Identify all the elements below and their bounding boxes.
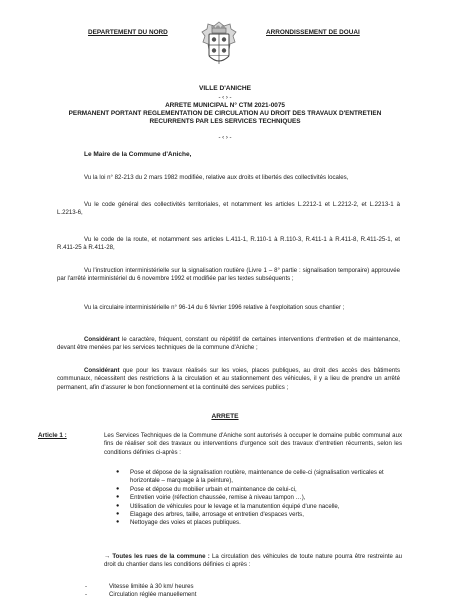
considerant-text: que pour les travaux réalisés sur les voies, places publiques, au droit des accès des bâtiments communaux, nécessitent des restrictions à la circulation et au stationnement des véhicules, il y a lieu de prendre un arrêté permanent, afin d'assurer le bon fonctionnement et la continuité des services publics ; (57, 367, 400, 391)
list-item: ● Pose et dépose du mobilier urbain et maintenance de celui-ci, (116, 486, 402, 494)
mayor-line: Le Maire de la Commune d'Aniche, (84, 151, 192, 158)
all-streets-lead: → Toutes les rues de la commune : (104, 553, 210, 560)
title-separator: - ‹ › - (218, 95, 232, 101)
decree-subtitle: PERMANENT PORTANT REGLEMENTATION DE CIRCULATION AU DROIT DES TRAVAUX D'ENTRETIEN RECURRENTS PAR LES SERVICES TECHNIQUES (68, 110, 382, 126)
considerant-text: le caractère, fréquent, constant ou répétitif de certaines interventions d'entretien et de maintenance, devant être menées par les services techniques de la commune d'Aniche ; (57, 336, 400, 352)
visa-paragraph: Vu la loi n° 82-213 du 2 mars 1982 modifiée, relative aux droits et libertés des collectivités locales, (84, 174, 349, 181)
list-item: - Circulation réglée manuellement (85, 591, 405, 599)
arrondissement-header: ARRONDISSEMENT DE DOUAI (266, 29, 360, 36)
list-item: ● Pose et dépose de la signalisation routière, maintenance de celle-ci (signalisation verticales et horizontale – marquage à la peinture), (116, 469, 402, 486)
visa-paragraph: Vu la circulaire interministérielle n° 96-14 du 6 février 1996 relative à l'exploitation sous chantier ; (84, 304, 345, 311)
considerant-lead: Considérant (84, 367, 120, 374)
visa-paragraph: Vu le code général des collectivités territoriales, et notamment les articles L.2212-1 et L.2212-2, et L.2213-1 à L.2213-6, (57, 201, 400, 217)
traffic-conditions-list (85, 583, 405, 600)
list-item: ● Entretien voirie (réfection chaussée, remise à niveau tampon …), (116, 494, 402, 502)
list-item: ● Nettoyage des voies et places publiques. (116, 519, 402, 527)
all-streets-paragraph (104, 553, 402, 570)
list-item: - Vitesse limitée à 30 km/ heures (85, 583, 405, 591)
decree-number: ARRETE MUNICIPAL N° CTM 2021-0075 (165, 102, 285, 109)
subtitle-separator: - ‹ › - (218, 135, 232, 141)
article-1-text: Les Services Techniques de la Commune d'Aniche sont autorisés à occuper le domaine public communal aux fins de réaliser soit des travaux ou interventions d'urgence soit des travaux d'entretien récurrents, selon les conditions définies ci-après : (104, 432, 402, 456)
department-header: DEPARTEMENT DU NORD (88, 29, 168, 36)
article-1-label: Article 1 : (38, 432, 67, 439)
all-streets-text: La circulation des véhicules de toute nature pourra être restreinte au droit du chantier dans les conditions définies ci après : (104, 553, 402, 569)
visa-paragraph: Vu l'instruction interministérielle sur la signalisation routière (Livre 1 – 8° partie : signalisation temporaire) approuvée par l'arrêté interministériel du 6 novembre 1992 et modifiée par les textes subséquents ; (57, 267, 400, 283)
list-item: ● Utilisation de véhicules pour le levage et la manutention équipé d'une nacelle, (116, 503, 402, 511)
considerant-paragraph (57, 336, 400, 353)
article-1-bullet-list (116, 469, 402, 528)
arrete-heading: ARRETE (211, 413, 239, 420)
coat-of-arms-logo (200, 20, 238, 70)
considerant-paragraph (57, 367, 400, 392)
visa-paragraph: Vu le code de la route, et notamment ses articles L.411-1, R.110-1 à R.110-3, R.411-1 à R.411-8, R.411-25-1, et R.411-25 à R.411-28, (57, 236, 400, 252)
considerant-lead: Considérant (84, 336, 120, 343)
town-name: VILLE D'ANICHE (198, 85, 252, 92)
list-item: ● Elagage des arbres, taille, arrosage et entretien d'espaces verts, (116, 511, 402, 519)
